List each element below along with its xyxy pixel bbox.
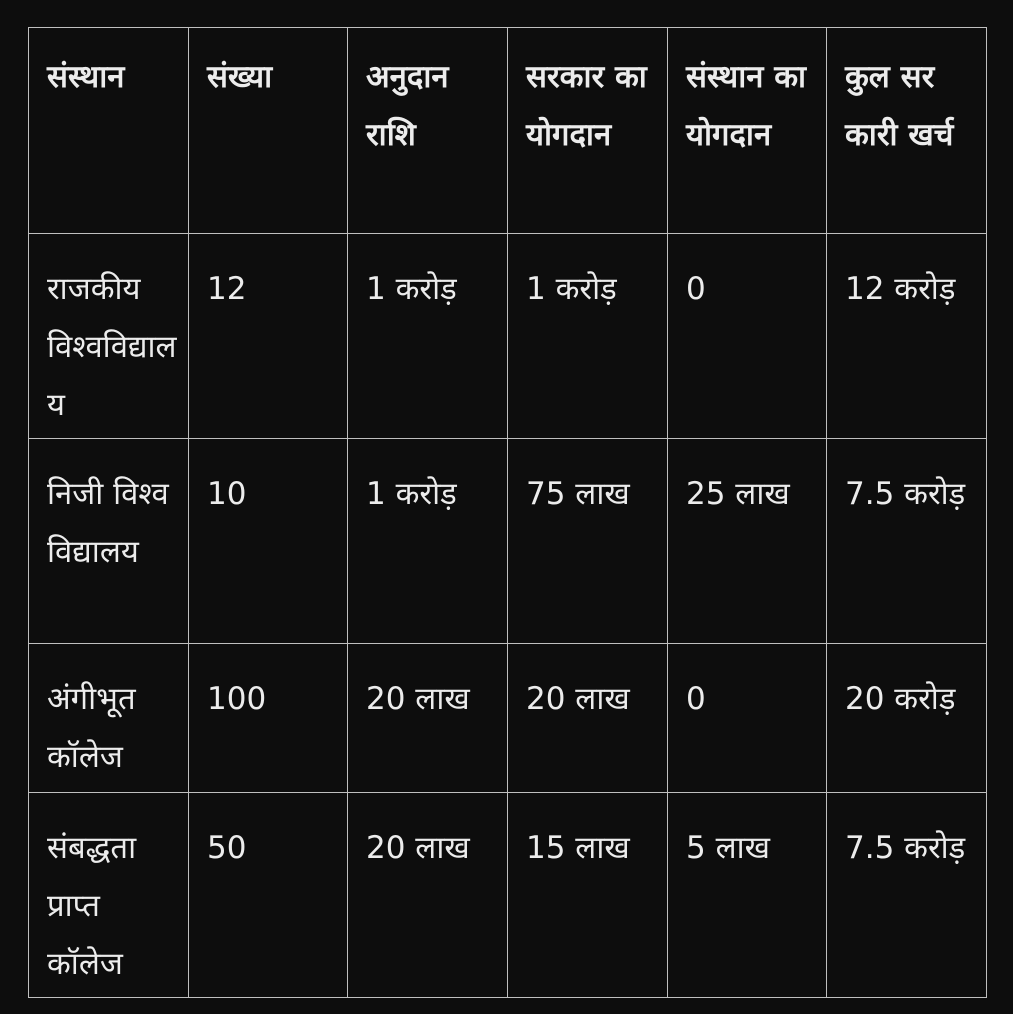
header-government-contribution: सरकार का योगदान — [508, 28, 668, 234]
cell-total-government-expense: 12 करोड़ — [827, 234, 987, 439]
cell-institution: निजी विश्वविद्यालय — [29, 439, 189, 644]
table-row — [29, 439, 987, 644]
table-row — [29, 234, 987, 439]
header-grant-amount: अनुदान राशि — [348, 28, 508, 234]
cell-institution: राजकीय विश्वविद्यालय — [29, 234, 189, 439]
cell-government-contribution: 20 लाख — [508, 644, 668, 793]
cell-grant-amount: 1 करोड़ — [348, 234, 508, 439]
cell-government-contribution: 15 लाख — [508, 793, 668, 998]
cell-government-contribution: 1 करोड़ — [508, 234, 668, 439]
cell-institution: संबद्धता प्राप्त कॉलेज — [29, 793, 189, 998]
cell-total-government-expense: 7.5 करोड़ — [827, 439, 987, 644]
header-institution: संस्थान — [29, 28, 189, 234]
cell-institution-contribution: 0 — [668, 644, 827, 793]
cell-institution-contribution: 5 लाख — [668, 793, 827, 998]
table-row — [29, 793, 987, 998]
cell-count: 100 — [189, 644, 348, 793]
cell-count: 50 — [189, 793, 348, 998]
cell-count: 12 — [189, 234, 348, 439]
table-header-row — [29, 28, 987, 234]
header-count: संख्या — [189, 28, 348, 234]
table-row — [29, 644, 987, 793]
cell-grant-amount: 1 करोड़ — [348, 439, 508, 644]
header-total-government-expense: कुल सरकारी खर्च — [827, 28, 987, 234]
grant-table — [28, 27, 987, 998]
cell-total-government-expense: 20 करोड़ — [827, 644, 987, 793]
cell-institution-contribution: 25 लाख — [668, 439, 827, 644]
header-institution-contribution: संस्थान का योगदान — [668, 28, 827, 234]
cell-total-government-expense: 7.5 करोड़ — [827, 793, 987, 998]
cell-institution: अंगीभूत कॉलेज — [29, 644, 189, 793]
cell-government-contribution: 75 लाख — [508, 439, 668, 644]
cell-grant-amount: 20 लाख — [348, 793, 508, 998]
cell-grant-amount: 20 लाख — [348, 644, 508, 793]
cell-count: 10 — [189, 439, 348, 644]
cell-institution-contribution: 0 — [668, 234, 827, 439]
